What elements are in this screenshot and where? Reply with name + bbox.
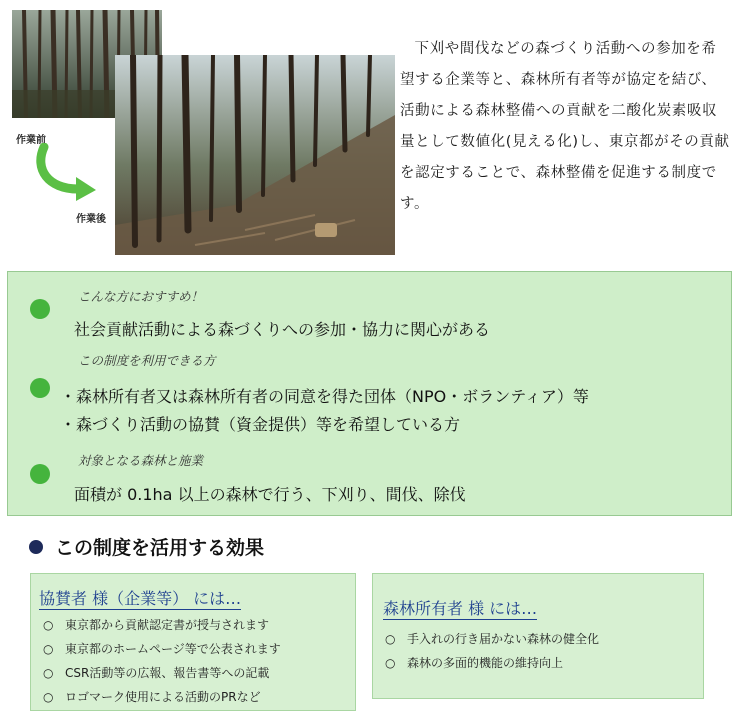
list-item: ○ 東京都のホームページ等で公表されます — [43, 642, 281, 656]
sponsor-box-title: 協賛者 様（企業等） には… — [39, 589, 242, 608]
label-eligible: この制度を利用できる方 — [78, 353, 216, 368]
label-recommended: こんな方におすすめ！ — [78, 289, 204, 304]
eligible-item: ・森林所有者又は森林所有者の同意を得た団体（NPO・ボランティア）等 — [60, 387, 589, 406]
intro-paragraph: 下刈や間伐などの森づくり活動への参加を希望する企業等と、森林所有者等が協定を結び、活動による森林整備への貢献を二酸化炭素吸収量として数値化(見える化)し、東京都がその貢献を認定することで、森林整備を促進する制度です。 — [400, 41, 730, 212]
list-item: ○ 森林の多面的機能の維持向上 — [385, 656, 564, 670]
owner-benefits-box — [372, 573, 704, 699]
bullet-dot — [30, 464, 50, 484]
bullet-dot — [30, 299, 50, 319]
sponsor-benefits-box — [30, 573, 356, 711]
list-item: ○ ロゴマーク使用による活動のPRなど — [43, 690, 261, 704]
effects-title: この制度を活用する効果 — [55, 537, 265, 559]
list-item: ○ 手入れの行き届かない森林の健全化 — [385, 632, 600, 646]
before-caption: 作業前 — [16, 135, 46, 146]
target-text: 面積が 0.1ha 以上の森林で行う、下刈り、間伐、除伐 — [74, 485, 466, 504]
eligibility-panel — [7, 271, 732, 516]
heading-dot — [29, 540, 43, 554]
forest-after-photo — [115, 55, 395, 255]
recommended-text: 社会貢献活動による森づくりへの参加・協力に関心がある — [74, 320, 491, 339]
eligible-item: ・森づくり活動の協賛（資金提供）等を希望している方 — [60, 415, 461, 434]
list-item: ○ 東京都から貢献認定書が授与されます — [43, 618, 270, 632]
list-item: ○ CSR活動等の広報、報告書等への記載 — [43, 666, 270, 680]
bullet-dot — [30, 378, 50, 398]
curved-arrow-icon — [30, 143, 100, 203]
label-target: 対象となる森林と施業 — [78, 453, 204, 468]
owner-box-title: 森林所有者 様 には… — [383, 599, 538, 618]
after-caption: 作業後 — [76, 214, 106, 225]
